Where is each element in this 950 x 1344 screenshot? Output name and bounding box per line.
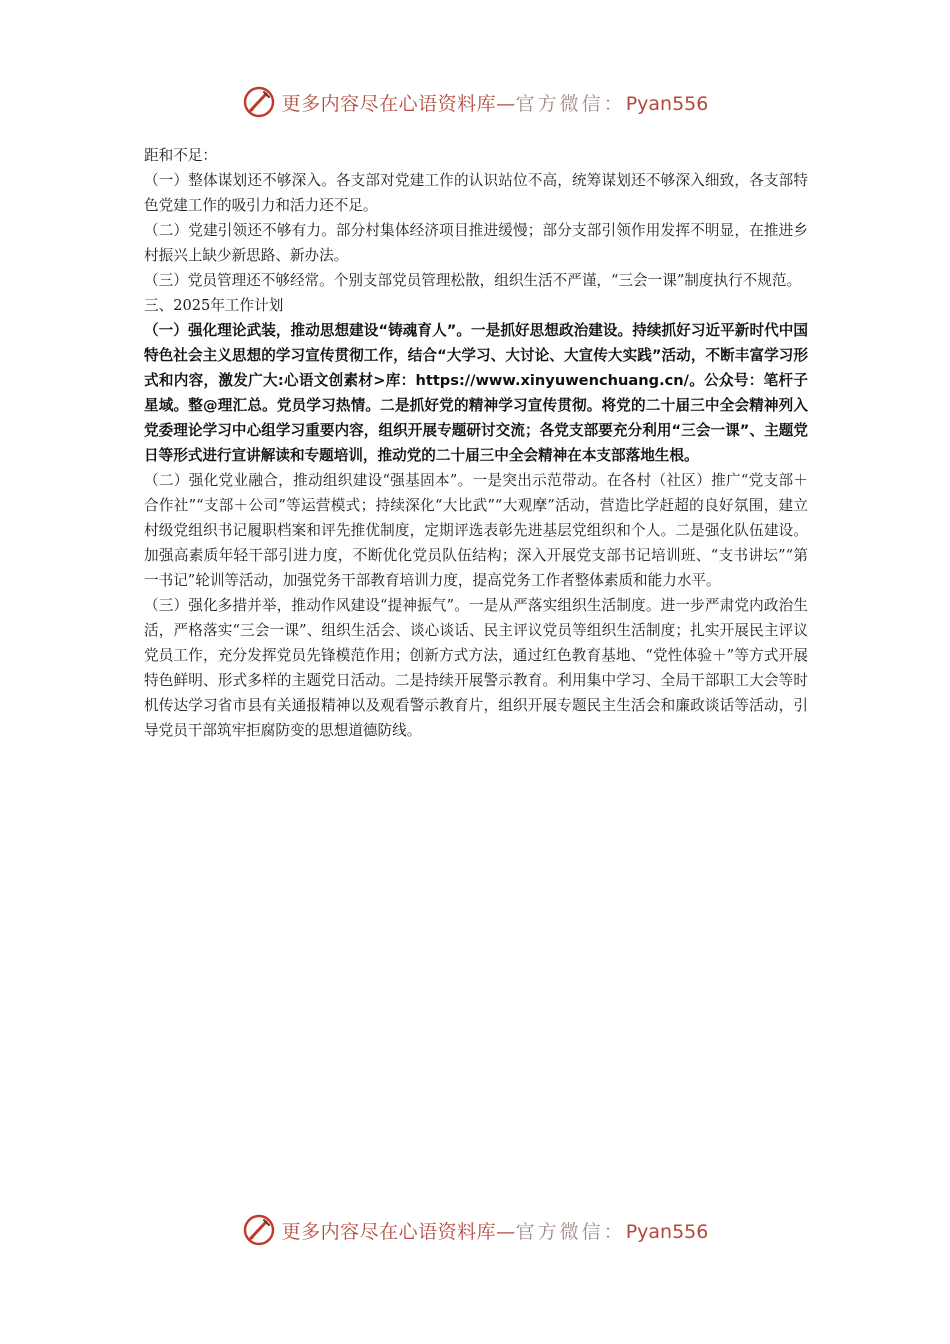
header-watermark-banner — [0, 82, 950, 122]
paragraph-plan-1: （一）强化理论武装，推动思想建设“铸魂育人”。一是抓好思想政治建设。持续抓好习近平新时代中国特色社会主义思想的学习宣传贯彻工作，结合“大学习、大讨论、大宣传大实践”活动，不断丰富学习形式和内容，激发广大:心语文创素材>库：https://www.xinyuwenchuang.cn/。公众号：笔杆子星域。整@理汇总。党员学习热情。二是抓好党的精神学习宣传贯彻。将党的二十届三中全会精神列入党委理论学习中心组学习重要内容，组织开展专题研讨交流；各党支部要充分利用“三会一课”、主题党日等形式进行宣讲解读和专题培训，推动党的二十届三中全会精神在本支部落地生根。 — [144, 322, 808, 464]
paragraph-shortfall-1: （一）整体谋划还不够深入。各支部对党建工作的认识站位不高，统筹谋划还不够深入细致，各支部特色党建工作的吸引力和活力还不足。 — [144, 172, 808, 214]
section-heading-plan: 三、2025年工作计划 — [144, 297, 284, 314]
watermark-text: 更多内容尽在心语资料库—官方微信：Pyan556 — [281, 1220, 709, 1243]
footer-watermark-banner — [0, 1210, 950, 1250]
paragraph-plan-2: （二）强化党业融合，推动组织建设“强基固本”。一是突出示范带动。在各村（社区）推广“党支部＋合作社”“支部＋公司”等运营模式；持续深化“大比武”“大观摩”活动，营造比学赶超的良好氛围，建立村级党组织书记履职档案和评先推优制度，定期评选表彰先进基层党组织和个人。二是强化队伍建设。加强高素质年轻干部引进力度，不断优化党员队伍结构；深入开展党支部书记培训班、“支书讲坛”“第一书记”轮训等活动，加强党务干部教育培训力度，提高党务工作者整体素质和能力水平。 — [144, 472, 808, 589]
paragraph-gap-intro: 距和不足： — [144, 147, 217, 164]
brush-logo-icon — [242, 85, 276, 119]
document-body — [144, 143, 808, 743]
paragraph-shortfall-2: （二）党建引领还不够有力。部分村集体经济项目推进缓慢；部分支部引领作用发挥不明显，在推进乡村振兴上缺少新思路、新办法。 — [144, 222, 808, 264]
paragraph-plan-3: （三）强化多措并举，推动作风建设“提神振气”。一是从严落实组织生活制度。进一步严肃党内政治生活，严格落实“三会一课”、组织生活会、谈心谈话、民主评议党员等组织生活制度；扎实开展民主评议党员工作，充分发挥党员先锋模范作用；创新方式方法，通过红色教育基地、“党性体验＋”等方式开展特色鲜明、形式多样的主题党日活动。二是持续开展警示教育。利用集中学习、全局干部职工大会等时机传达学习省市县有关通报精神以及观看警示教育片，组织开展专题民主生活会和廉政谈话等活动，引导党员干部筑牢拒腐防变的思想道德防线。 — [144, 597, 808, 739]
paragraph-shortfall-3: （三）党员管理还不够经常。个别支部党员管理松散，组织生活不严谨，“三会一课”制度执行不规范。 — [144, 272, 802, 289]
brush-logo-icon — [242, 1213, 276, 1247]
watermark-text: 更多内容尽在心语资料库—官方微信：Pyan556 — [281, 92, 709, 115]
